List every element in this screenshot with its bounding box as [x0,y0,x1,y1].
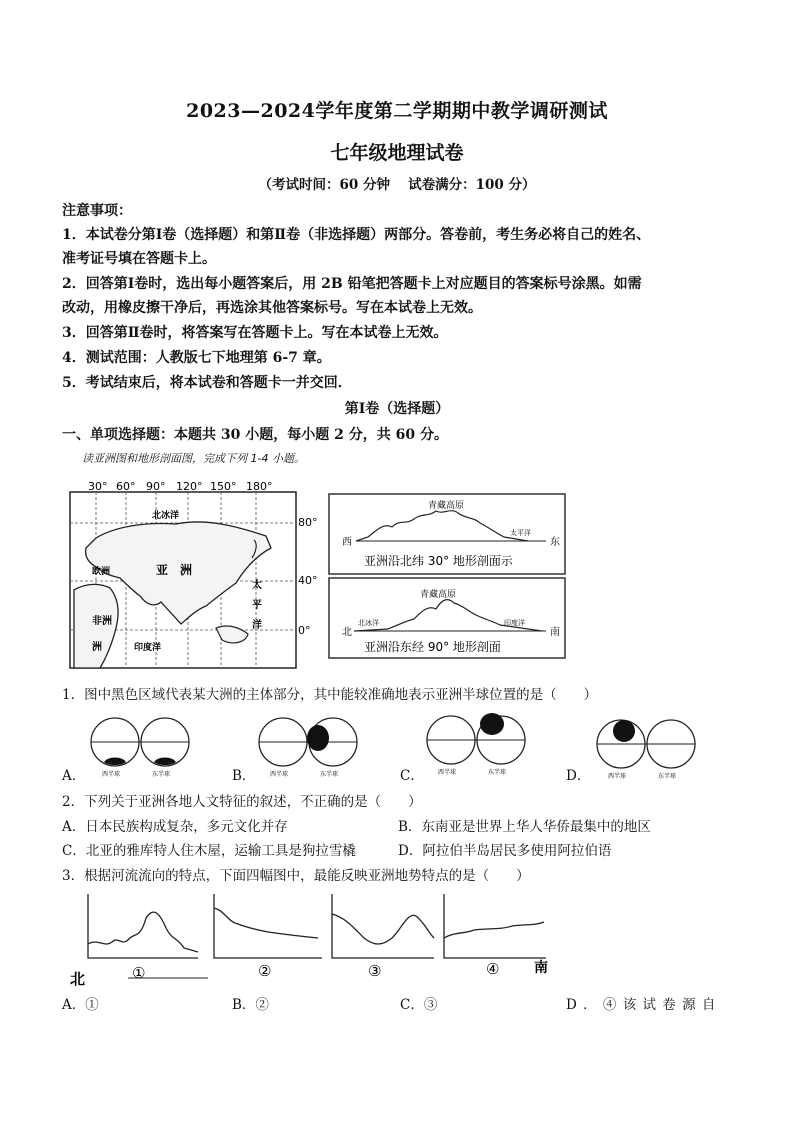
profile-curve-3 [332,914,434,944]
note-3: 3．回答第Ⅱ卷时，将答案写在答题卡上。写在本试卷上无效。 [62,325,448,341]
q3-option-a[interactable]: A．① [62,997,99,1013]
section1-title: 第Ⅰ卷（选择题） [344,401,450,417]
profile-number-4: ④ [486,960,500,978]
east-hemisphere-label: 东半球 [320,771,339,778]
profile-1-ocean: 太平洋 [510,529,531,537]
africa-label-2: 洲 [92,642,102,653]
profile-number-1: ① [132,964,146,982]
profile-number-3: ③ [368,962,382,980]
west-hemisphere-label: 西半球 [608,773,627,780]
profile-1-peak: 青藏高原 [428,501,465,511]
hemisphere-diagram-b [256,712,366,780]
profile-1-west: 西 [342,537,352,548]
profile-1-east: 东 [550,537,560,548]
africa-label: 非洲 [92,616,112,627]
q3-option-c[interactable]: C．③ [400,997,438,1013]
notes-heading: 注意事项： [62,203,132,219]
profile-axes-2 [214,894,322,958]
west-hemisphere-label: 西半球 [270,771,289,778]
profile-curve-1 [88,912,198,952]
lon-label: 90° [146,480,166,493]
islands-landmass [216,626,248,643]
profile-axes-4 [444,894,546,958]
west-hemisphere-label: 西半球 [438,769,457,776]
asia-label: 亚 洲 [156,563,193,577]
q1-text: 1．图中黑色区域代表某大洲的主体部分，其中能较准确地表示亚洲半球位置的是（ ） [62,687,598,703]
profile-1-caption: 亚洲沿北纬 30° 地形剖面示 [364,554,513,568]
east-hemisphere-label: 东半球 [152,771,171,778]
q2-text: 2．下列关于亚洲各地人文特征的叙述，不正确的是（ ） [62,794,422,810]
pacific-label: 平 [252,600,262,611]
q3-south-label: 南 [534,960,548,976]
lon-label: 120° [176,480,203,493]
pacific-label: 太 [252,580,262,591]
note-1b: 准考证号填在答题卡上。 [62,251,216,267]
profile-2-north: 北 [342,627,352,638]
lon-label: 180° [246,480,273,493]
hemisphere-diagram-a [88,712,198,780]
note-5: 5．考试结束后，将本试卷和答题卡一并交回． [62,375,352,391]
hemisphere-diagram-c [424,710,534,778]
lat-label: 80° [298,516,318,529]
section1-instruction: 读亚洲图和地形剖面图，完成下列 1-4 小题。 [82,452,305,465]
river-profile-diagrams [68,888,558,988]
q2-option-b[interactable]: B．东南亚是世界上华人华侨最集中的地区 [398,819,651,835]
q3-north-label: 北 [70,970,86,988]
indian-ocean-label: 印度洋 [134,643,162,653]
lon-label: 60° [116,480,136,493]
east-hemisphere-label: 东半球 [488,769,507,776]
q1-option-b-label: B． [232,768,256,784]
lat-label: 40° [298,574,318,587]
exam-subtitle: 七年级地理试卷 [330,142,464,164]
q2-option-c[interactable]: C．北亚的雅库特人住木屋，运输工具是狗拉雪橇 [62,843,356,859]
profile-axes-3 [332,894,434,958]
profile-2-ocean-south: 印度洋 [504,619,525,627]
section1-part: 一、单项选择题：本题共 30 小题，每小题 2 分，共 60 分。 [62,427,448,443]
profile-2-caption: 亚洲沿东经 90° 地形剖面 [364,640,501,654]
asia-map [66,478,326,673]
east-hemisphere-label: 东半球 [658,773,677,780]
q2-option-a[interactable]: A．日本民族构成复杂，多元文化并存 [62,819,288,835]
arctic-label: 北冰洋 [152,511,180,521]
profile-number-2: ② [258,962,272,980]
profile-curve-4 [444,922,544,938]
q1-option-c-label: C． [400,768,424,784]
hemisphere-diagram-d [594,714,704,782]
lon-label: 150° [210,480,237,493]
q1-option-d-label: D． [566,768,591,784]
lat-label: 0° [298,624,311,637]
terrain-profiles [328,493,568,663]
note-2b: 改动，用橡皮擦干净后，再选涂其他答案标号。写在本试卷上无效。 [62,300,482,316]
profile-2-ocean-north: 北冰洋 [358,619,379,627]
note-4: 4．测试范围：人教版七下地理第 6-7 章。 [62,350,331,366]
profile-2-peak: 青藏高原 [420,590,457,600]
pacific-label: 洋 [252,620,262,631]
note-1a: 1．本试卷分第Ⅰ卷（选择题）和第Ⅱ卷（非选择题）两部分。答卷前，考生务必将自己的姓名、 [62,227,651,243]
q2-option-d[interactable]: D．阿拉伯半岛居民多使用阿拉伯语 [398,843,612,859]
q3-option-d[interactable]: D ． ④ 该 试 卷 源 自 [566,997,717,1013]
q1-option-a-label: A． [62,768,86,784]
europe-label: 欧洲 [92,567,111,577]
exam-title: 2023—2024学年度第二学期期中教学调研测试 [186,100,608,122]
profile-2-south: 南 [550,627,560,638]
q3-text: 3．根据河流流向的特点，下面四幅图中，最能反映亚洲地势特点的是（ ） [62,868,530,884]
note-2a: 2．回答第Ⅰ卷时，选出每小题答案后，用 2B 铅笔把答题卡上对应题目的答案标号涂黑。如需 [62,276,642,292]
profile-1-line [356,511,528,541]
profile-curve-2 [214,908,318,938]
exam-meta: （考试时间：60 分钟 试卷满分：100 分） [258,177,536,193]
q3-option-b[interactable]: B．② [232,997,269,1013]
lon-label: 30° [88,480,108,493]
west-hemisphere-label: 西半球 [102,771,121,778]
